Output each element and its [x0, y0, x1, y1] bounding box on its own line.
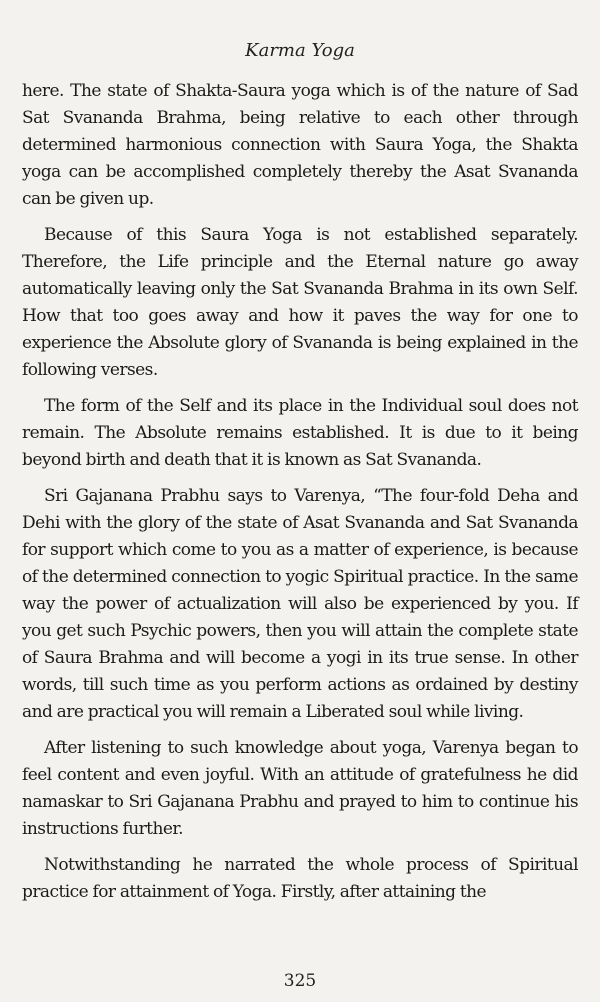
paragraph: Notwithstanding he narrated the whole process of Spiritual practice for attainment of Yoga. Firstly, after attaining the	[22, 855, 578, 902]
paragraph-continuation: here. The state of Shakta-Saura yoga which is of the nature of Sad Sat Svananda Brahma, being relative to each other through determined harmonious connection with Saura Yoga, the Shakta yoga can be accomplished completely thereby the Asat Svananda can be given up.	[22, 81, 578, 209]
body-text	[22, 78, 578, 906]
paragraph: Sri Gajanana Prabhu says to Varenya, “The four-fold Deha and Dehi with the glory of the state of Asat Svananda and Sat Svananda for support which come to you as a matter of experience, is because of the determined connection to yogic Spiritual practice. In the same way the power of actualization will also be experienced by you. If you get such Psychic powers, then you will attain the complete state of Saura Brahma and will become a yogi in its true sense. In other words, till such time as you perform actions as ordained by destiny and are practical you will remain a Liberated soul while living.	[22, 486, 578, 722]
paragraph: After listening to such knowledge about yoga, Varenya began to feel content and even joyful. With an attitude of gratefulness he did namaskar to Sri Gajanana Prabhu and prayed to him to continue his instructions further.	[22, 738, 578, 839]
paragraph: Because of this Saura Yoga is not established separately. Therefore, the Life principle and the Eternal nature go away automatically leaving only the Sat Svananda Brahma in its own Self. How that too goes away and how it paves the way for one to experience the Absolute glory of Svananda is being explained in the following verses.	[22, 225, 578, 380]
paragraph: The form of the Self and its place in the Individual soul does not remain. The Absolute remains established. It is due to it being beyond birth and death that it is known as Sat Svananda.	[22, 396, 578, 470]
running-head: Karma Yoga	[245, 40, 355, 61]
page-number: 325	[283, 971, 317, 991]
